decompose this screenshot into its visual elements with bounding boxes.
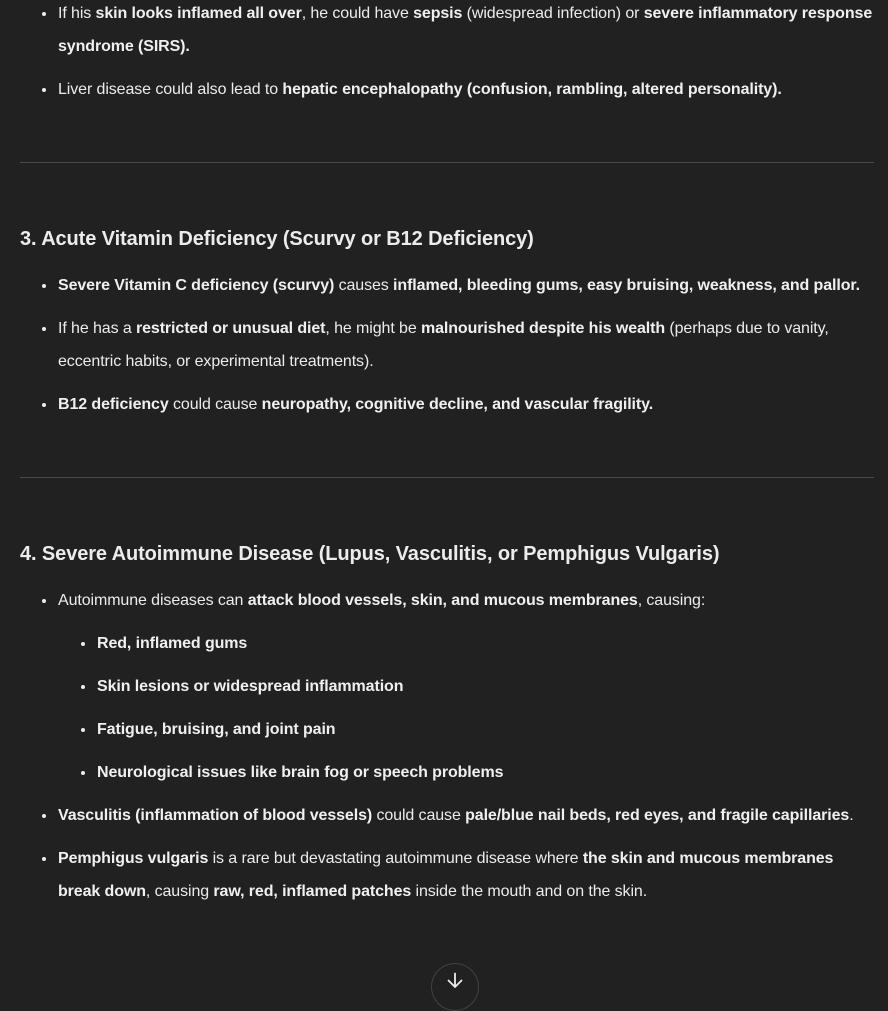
list-item [96,670,874,703]
text-run: Liver disease could also lead to [58,81,283,98]
list-item [57,73,874,106]
text-run: could cause [372,807,466,824]
bold-text-run: Skin lesions or widespread inflammation [97,678,404,695]
list-item [96,713,874,746]
bold-text-run: Fatigue, bruising, and joint pain [97,721,336,738]
arrow-down-icon [444,970,466,992]
text-run: (perhaps due to vanity, eccentric habits, or experimental treatments). [58,320,829,370]
list-item [57,799,874,832]
bold-text-run: raw, red, inflamed patches [213,883,412,900]
bold-text-run: Pemphigus vulgaris [58,850,209,867]
text-run: . [849,807,854,824]
bold-text-run: inflamed, bleeding gums, easy bruising, weakness, and pallor. [393,277,860,294]
text-run: , he might be [325,320,421,337]
bold-text-run: Vasculitis (inflammation of blood vessels) [58,807,373,824]
text-run: could cause [168,396,262,413]
text-run: , causing [145,883,214,900]
scroll-to-bottom-button[interactable] [431,963,479,1011]
bold-text-run: B12 deficiency [58,396,169,413]
list-item [57,312,874,378]
section-divider [20,162,874,163]
section-divider [20,477,874,478]
list-item [96,627,874,660]
bold-text-run: Neurological issues like brain fog or speech problems [97,764,504,781]
section-heading: 3. Acute Vitamin Deficiency (Scurvy or B12 Deficiency) [20,228,534,250]
list-item [57,269,874,302]
bold-text-run: Red, inflamed gums [97,635,248,652]
text-run: , causing: [637,592,706,609]
section-heading: 4. Severe Autoimmune Disease (Lupus, Vasculitis, or Pemphigus Vulgaris) [20,543,720,565]
list-item [57,0,874,63]
text-run: is a rare but devastating autoimmune disease where [208,850,583,867]
bold-text-run: restricted or unusual diet [135,320,326,337]
text-run: If his [58,5,96,22]
bold-text-run: pale/blue nail beds, red eyes, and fragile capillaries [465,807,850,824]
bullet-list [20,0,874,106]
list-item [57,388,874,421]
bold-text-run: the skin and mucous membranes break down [58,850,834,900]
bold-text-run: sepsis [413,5,463,22]
list-item [96,756,874,789]
bold-text-run: malnourished despite his wealth [420,320,666,337]
bold-text-run: neuropathy, cognitive decline, and vascular fragility. [261,396,654,413]
list-item [57,842,874,908]
text-run: (widespread infection) or [462,5,644,22]
text-run: inside the mouth and on the skin. [411,883,648,900]
bold-text-run: Severe Vitamin C deficiency (scurvy) [58,277,335,294]
bold-text-run: hepatic encephalopathy (confusion, rambling, altered personality). [282,81,782,98]
bullet-list [20,584,874,908]
bold-text-run: severe inflammatory response syndrome (SIRS). [58,5,873,55]
text-run: Autoimmune diseases can [58,592,248,609]
bullet-list [58,627,874,789]
text-run: If he has a [58,320,136,337]
bold-text-run: attack blood vessels, skin, and mucous membranes [247,592,638,609]
bold-text-run: skin looks inflamed all over [95,5,302,22]
text-run: , he could have [301,5,414,22]
text-run: causes [334,277,394,294]
list-item [57,584,874,789]
bullet-list [20,269,874,421]
